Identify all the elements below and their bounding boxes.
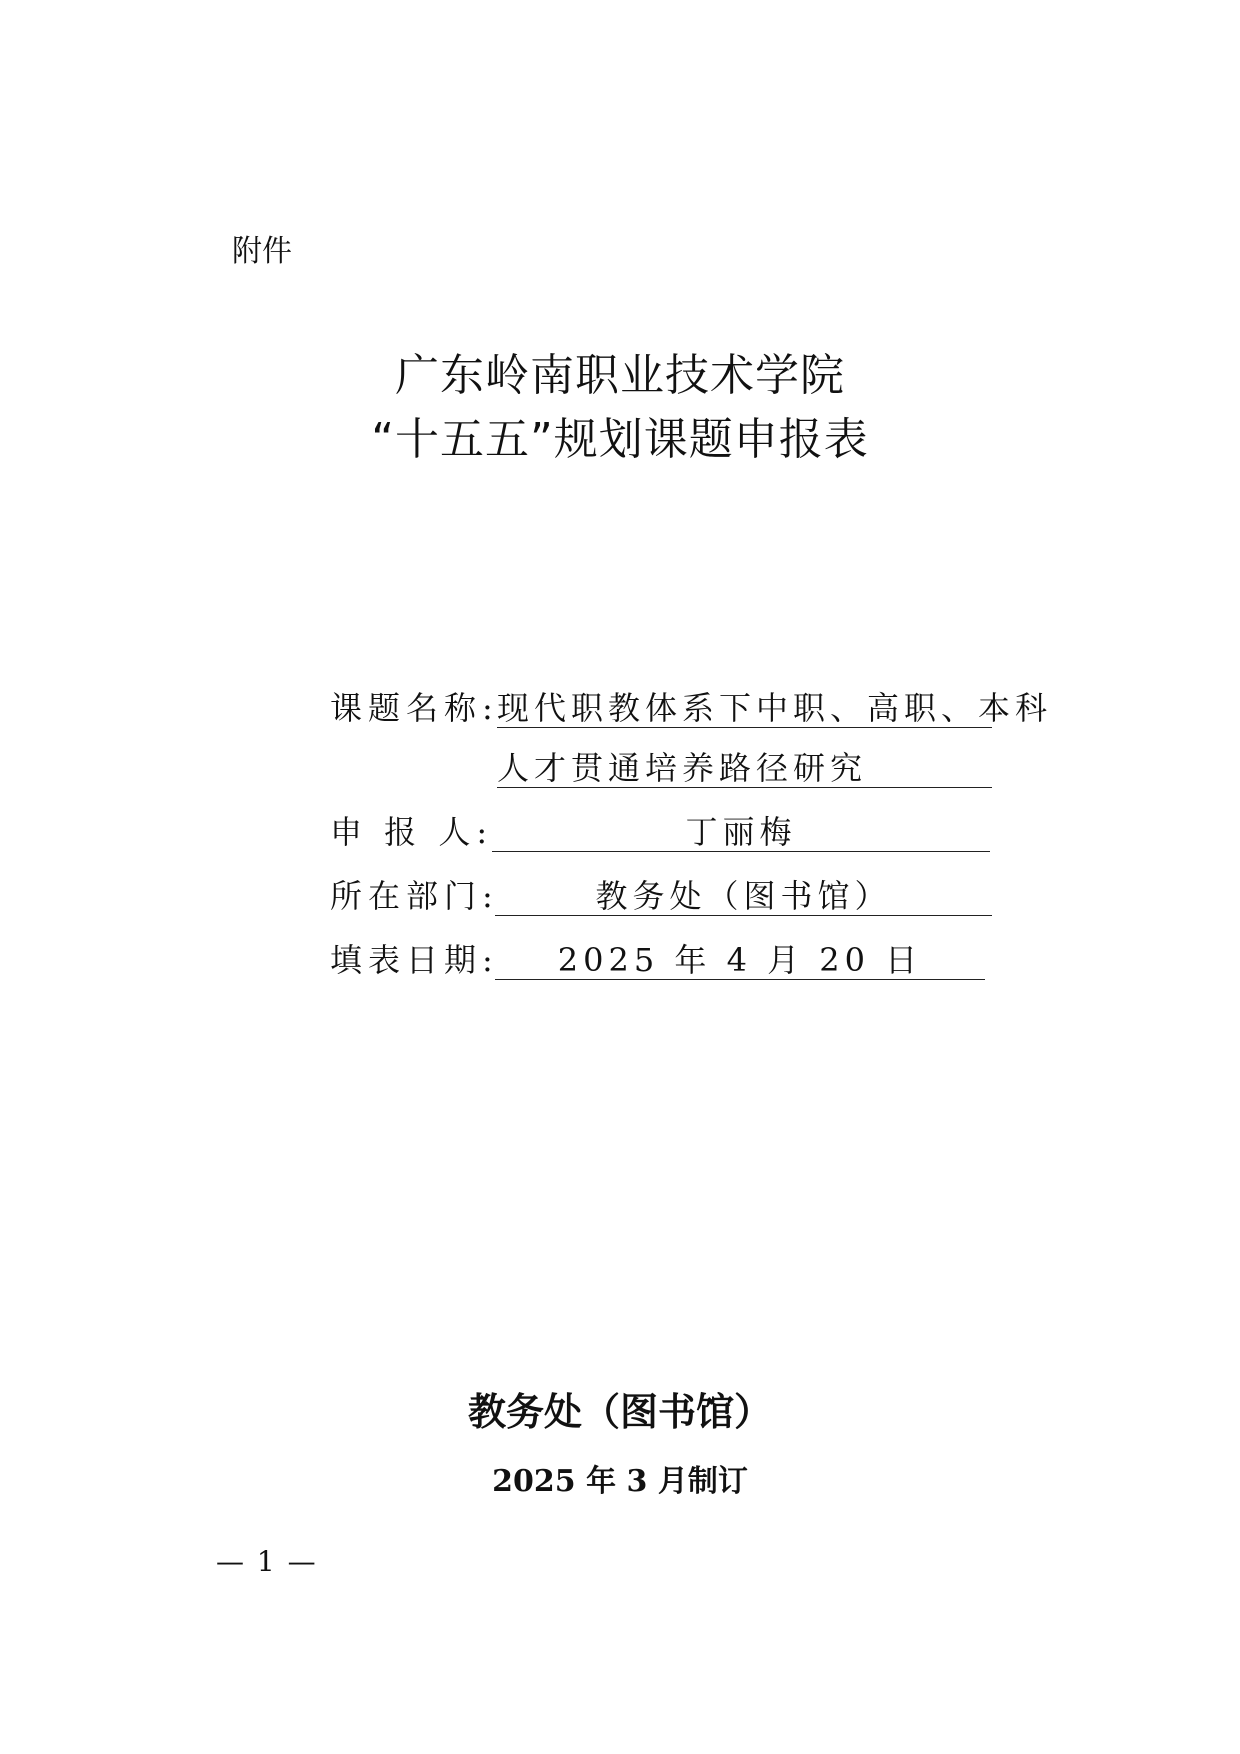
footer-revision-date: 2025 年 3 月制订 xyxy=(492,1464,748,1499)
topic-value-line-1: 现代职教体系下中职、高职、本科 xyxy=(497,689,1053,727)
fill-date-value: 2025 年 4 月 20 日 xyxy=(557,941,923,979)
fill-date-label: 填表日期: xyxy=(330,941,499,979)
applicant-value: 丁丽梅 xyxy=(685,813,797,851)
page-number: — 1 — xyxy=(216,1545,318,1578)
department-label: 所在部门: xyxy=(330,877,499,915)
fill-date-underline xyxy=(495,979,985,980)
footer-organization: 教务处（图书馆） xyxy=(467,1389,772,1434)
department-underline xyxy=(495,915,992,916)
topic-label: 课题名称: xyxy=(330,689,499,727)
department-value: 教务处（图书馆） xyxy=(595,877,892,915)
applicant-underline xyxy=(492,851,990,852)
topic-underline-2 xyxy=(497,787,992,788)
document-title-form: “十五五”规划课题申报表 xyxy=(371,414,869,465)
attachment-label: 附件 xyxy=(232,234,292,269)
topic-value-line-2: 人才贯通培养路径研究 xyxy=(497,749,868,787)
document-title-institution: 广东岭南职业技术学院 xyxy=(395,350,845,401)
topic-underline-1 xyxy=(497,727,992,728)
applicant-label: 申 报 人: xyxy=(330,813,494,851)
